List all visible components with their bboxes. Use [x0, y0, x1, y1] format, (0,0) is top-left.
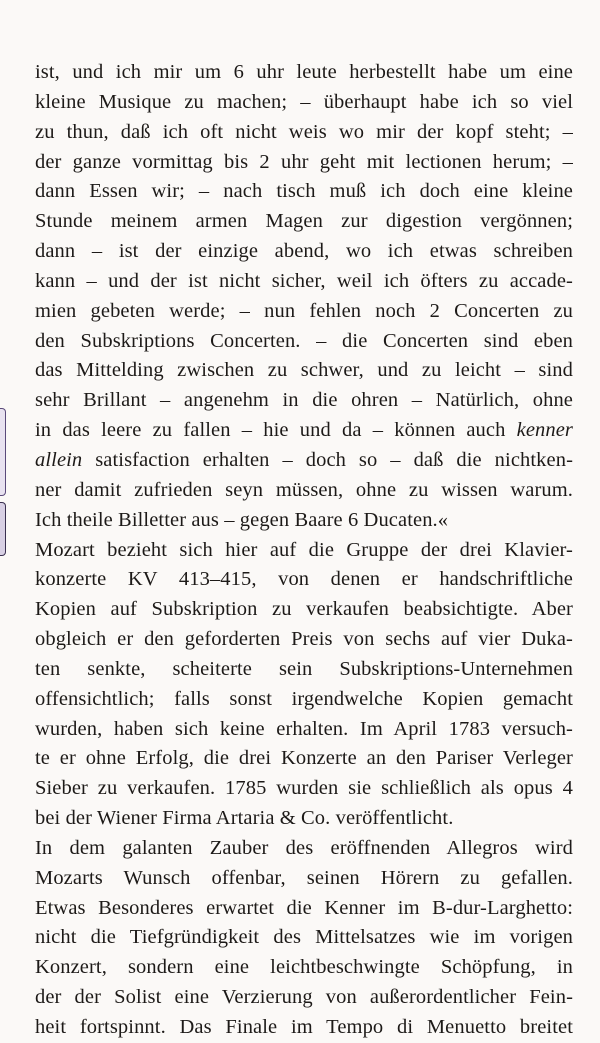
paragraph [35, 536, 573, 834]
text-line [35, 267, 573, 297]
text-line [35, 356, 573, 386]
text-segment: sehr Brillant – angenehm in die ohren – Natürlich, ohne [35, 389, 573, 412]
text-line [35, 446, 573, 476]
text-segment: kleine Musique zu machen; – überhaupt habe ich so viel [35, 90, 573, 113]
text-line [35, 983, 573, 1013]
text-segment: obgleich er den geforderten Preis von sechs auf vier Duka- [35, 628, 573, 651]
text-line [35, 774, 573, 804]
text-line [35, 386, 573, 416]
text-line [35, 118, 573, 148]
text-segment: ist, und ich mir um 6 uhr leute herbestellt habe um eine [35, 61, 573, 83]
text-line [35, 864, 573, 894]
paragraph [35, 58, 573, 536]
text-segment: den Subskriptions Concerten. – die Concerten sind eben [35, 329, 573, 352]
text-segment: in das leere zu fallen – hie und da – können auch [35, 419, 517, 442]
text-segment: ner damit zufrieden seyn müssen, ohne zu wissen warum. [35, 478, 573, 501]
text-line [35, 207, 573, 237]
text-segment: dann – ist der einzige abend, wo ich etwas schreiben [35, 240, 573, 263]
text-line [35, 685, 573, 715]
text-line [35, 1013, 573, 1043]
text-line [35, 744, 573, 774]
text-line [35, 327, 573, 357]
text-line [35, 834, 573, 864]
text-segment: zu thun, daß ich oft nicht weis wo mir der kopf steht; – [35, 120, 573, 143]
binder-edge-mark [0, 408, 6, 496]
text-segment: nicht die Tiefgründigkeit des Mittelsatzes wie im vorigen [35, 926, 573, 949]
text-line [35, 237, 573, 267]
text-line [35, 894, 573, 924]
text-line [35, 625, 573, 655]
italic-text: kenner [516, 419, 573, 442]
binder-edge-mark [0, 502, 6, 556]
text-line [35, 297, 573, 327]
text-line [35, 148, 573, 178]
text-segment: offensichtlich; falls sonst irgendwelche Kopien gemacht [35, 687, 573, 710]
text-segment: Ich theile Billetter aus – gegen Baare 6 Ducaten.« [35, 508, 449, 531]
text-segment: Mozart bezieht sich hier auf die Gruppe der drei Klavier- [35, 538, 573, 561]
text-segment: Etwas Besonderes erwartet die Kenner im B-dur-Larghetto: [35, 896, 573, 919]
text-line [35, 804, 573, 834]
text-segment: mien gebeten werde; – nun fehlen noch 2 Concerten zu [35, 299, 573, 322]
text-line [35, 655, 573, 685]
text-line [35, 88, 573, 118]
italic-text: allein [35, 448, 83, 471]
text-line [35, 953, 573, 983]
text-line [35, 476, 573, 506]
text-segment: der der Solist eine Verzierung von außerordentlicher Fein- [35, 986, 573, 1009]
text-segment: Kopien auf Subskription zu verkaufen beabsichtigte. Aber [35, 598, 573, 621]
text-segment: Konzert, sondern eine leichtbeschwingte Schöpfung, in [35, 956, 573, 979]
text-segment: Mozarts Wunsch offenbar, seinen Hörern zu gefallen. [35, 866, 573, 889]
text-line [35, 536, 573, 566]
paragraph [35, 834, 573, 1043]
document-page-text [35, 58, 573, 1043]
text-line [35, 177, 573, 207]
text-segment: konzerte KV 413–415, von denen er handschriftliche [35, 568, 573, 591]
text-segment: In dem galanten Zauber des eröffnenden Allegros wird [35, 836, 573, 859]
text-segment: das Mittelding zwischen zu schwer, und zu leicht – sind [35, 359, 573, 382]
text-line [35, 506, 573, 536]
text-segment: dann Essen wir; – nach tisch muß ich doch eine kleine [35, 180, 573, 203]
text-segment: Sieber zu verkaufen. 1785 wurden sie schließlich als opus 4 [35, 777, 573, 800]
text-segment: heit fortspinnt. Das Finale im Tempo di Menuetto breitet [35, 1016, 573, 1038]
text-line [35, 565, 573, 595]
text-segment: te er ohne Erfolg, die drei Konzerte an den Pariser Verleger [35, 747, 573, 770]
text-line [35, 715, 573, 745]
text-line [35, 923, 573, 953]
text-line [35, 595, 573, 625]
text-segment: kann – und der ist nicht sicher, weil ich öfters zu accade- [35, 269, 573, 292]
text-segment: ten senkte, scheiterte sein Subskriptions-Unternehmen [35, 657, 573, 680]
text-line [35, 58, 573, 88]
text-line [35, 416, 573, 446]
text-segment: bei der Wiener Firma Artaria & Co. veröffentlicht. [35, 807, 454, 830]
text-segment: der ganze vormittag bis 2 uhr geht mit lectionen herum; – [35, 150, 573, 173]
text-segment: wurden, haben sich keine erhalten. Im April 1783 versuch- [35, 717, 573, 740]
text-segment: Stunde meinem armen Magen zur digestion vergönnen; [35, 210, 573, 233]
text-segment: satisfaction erhalten – doch so – daß die nichtken- [82, 448, 573, 471]
